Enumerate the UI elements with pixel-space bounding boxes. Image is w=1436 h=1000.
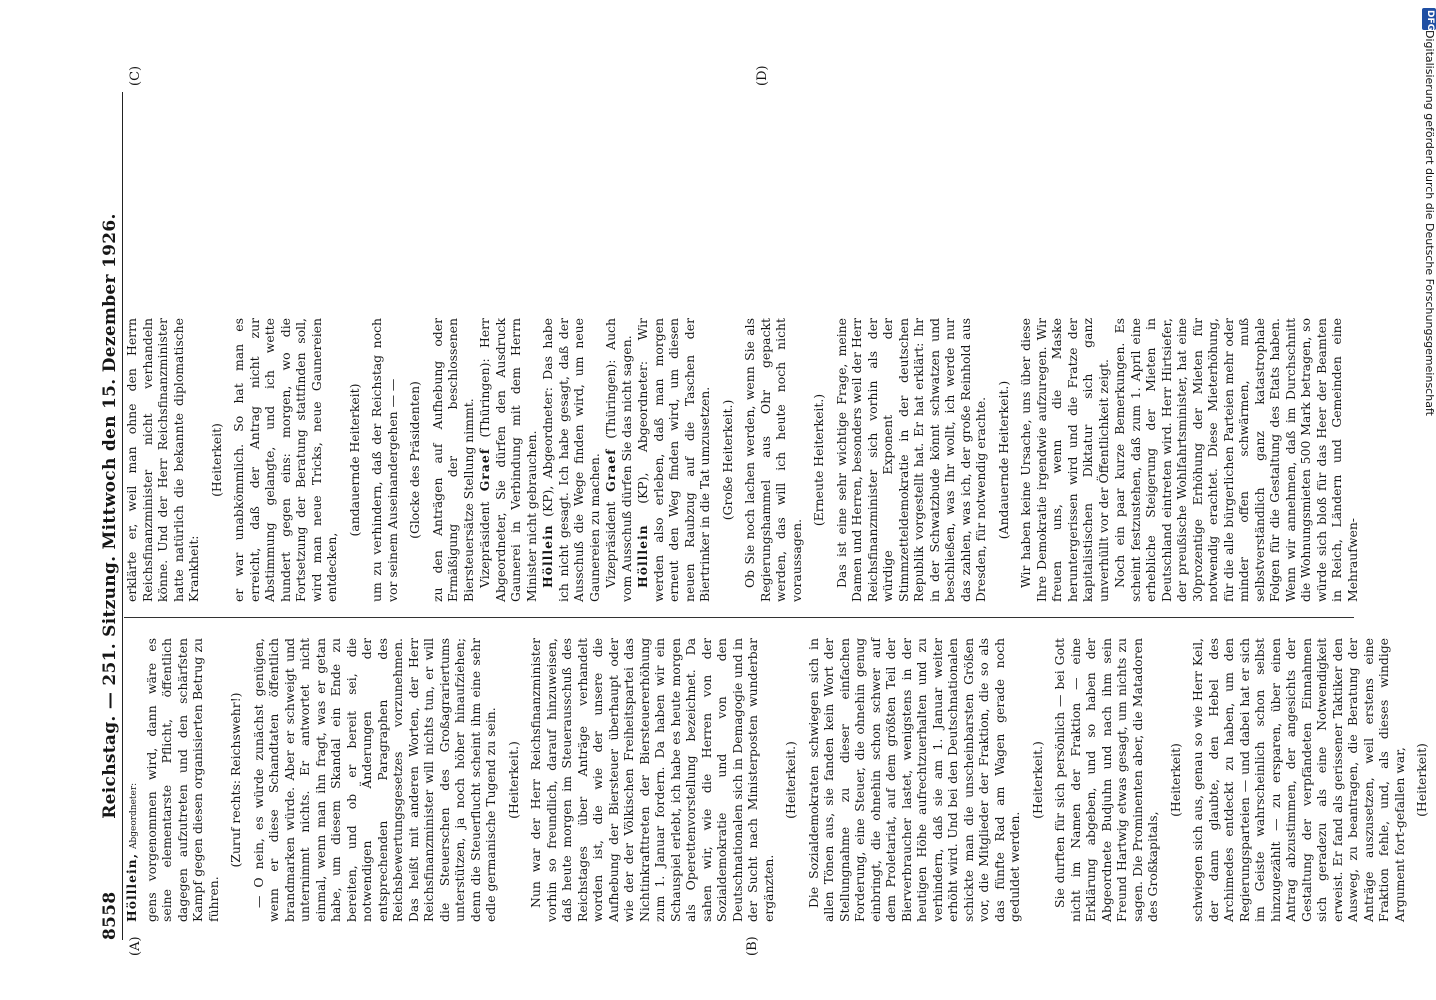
- funding-credit: [1422, 10, 1436, 990]
- speaker-name: Hölllein: [635, 524, 650, 588]
- speech-text: (KP), Abgeordneter: Wir werden also erleben, daß man morgen erneut den Weg finden wird, um diesen neuen Raubzug auf die Taschen der Biertrinker in die Tat umzusetzen.: [635, 318, 712, 602]
- interjection: (Andauernde Heiterkeit.): [995, 380, 1011, 540]
- interjection: (Große Heiterkeit.): [719, 399, 735, 521]
- interjection: (Heiterkeit): [1167, 743, 1183, 817]
- speaker-role: Abgeordneter:: [129, 782, 139, 850]
- speaker-name: Graef: [603, 448, 618, 492]
- interjection: (Zuruf rechts: Reichswehr!): [228, 692, 243, 868]
- column-rule: [124, 617, 1354, 618]
- speaker-title: Vizepräsident: [603, 501, 618, 588]
- paragraph: Sie durften für sich persönlich — bei Gott nicht im Namen der Fraktion — eine Erklärung abgeben, und so haben der Abgeordnete Budjuhn und nach ihm sein Freund Hartwig etwas gesagt, um nichts zu sagen. Die Prominenten aber, die Matadoren des Großkapitals,: [1052, 638, 1160, 922]
- paragraph: Wir haben keine Ursache, uns über diese Ihre Demokratie irgendwie aufzuregen. Wir freuen uns, wenn die Maske heruntergerissen wird und die Fratze der kapitalistischen Diktatur sich ganz unverhüllt vor der Öffentlichkeit zeigt.: [1018, 318, 1111, 602]
- paragraph: schwiegen sich aus, genau so wie Herr Keil, der dann glaubte, den Hebel des Archimedes entdeckt zu haben, um den Regierungsparteien — und dabei hat er sich im Geiste wahrscheinlich schon selbst hinzugezählt — zu ersparen, über einen Antrag abzustimmen, der angesichts der Gestaltung der verpfändeten Einnahmen sich geradezu als eine Notwendigkeit erweist. Er fand als gerissener Taktiker den Ausweg, zu beantragen, die Beratung der Anträge auszusetzen, weil erstens eine Fraktion fehle, und, als dieses windige Argument fort-gefallen war,: [1190, 638, 1407, 922]
- speaker-name: Graef: [477, 447, 492, 492]
- speaker-name: Hölllein,: [124, 852, 139, 922]
- interjection: (Heiterkeit.): [783, 741, 798, 819]
- margin-marker-d: (D): [755, 65, 770, 86]
- text-column-left: [124, 638, 1429, 922]
- paragraph: erklärte er, weil man ohne den Herrn Reichsfinanzminister nicht verhandeln könne. Und der Herr Reichsfinanzminister hatte natürlich die bekannte diplomatische Krankheit:: [124, 318, 201, 602]
- speech-hoellein: [635, 318, 713, 602]
- interjection: (Erneute Heiterkeit.): [811, 393, 826, 527]
- margin-marker-b: (B): [745, 936, 760, 956]
- interjection: (Glocke des Präsidenten): [407, 381, 422, 539]
- paragraph: Noch ein paar kurze Bemerkungen. Es scheint festzustehen, daß zum 1. April eine erhebliche Steigerung der Mieten in Deutschland eintreten wird. Herr Hirtsiefer, der preußische Wohlfahrtsminister, hat eine 30prozentige Erhöhung der Mieten für notwendig erachtet. Diese Mieterhöhung, für die alle bürgerlichen Parteien mehr oder minder offen schwärmen, muß selbstverständlich ganz katastrophale Folgen für die Gestaltung des Etats haben. Wenn wir annehmen, daß im Durchschnitt die Wohnungsmieten 500 Mark betragen, so würde sich bloß für das Heer der Beamten in Reich, Ländern und Gemeinden eine Mehraufwen-: [1112, 318, 1360, 602]
- paragraph: um zu verhindern, daß der Reichstag noch vor seinem Auseinandergehen — —: [369, 318, 400, 602]
- speech-text: (Thüringen): Auch vom Ausschuß dürfen Sie das nicht sagen.: [603, 318, 634, 602]
- dfg-logo: DFG: [1422, 8, 1436, 30]
- paragraph: zu den Anträgen auf Aufhebung oder Ermäßigung der beschlossenen Biersteuersätze Stellung nimmt.: [429, 318, 476, 602]
- speech-hoellein: [540, 318, 602, 602]
- margin-marker-a: (A): [128, 936, 143, 956]
- credit-text: Digitalisierung gefördert durch die Deutsche Forschungsgemeinschaft: [1423, 30, 1436, 416]
- paragraph: Ob Sie noch lachen werden, wenn Sie als Regierungshammel aus Ohr gepackt werden, das will ich heute noch nicht voraussagen.: [742, 318, 804, 602]
- interjection: (andauernde Heiterkeit): [346, 383, 362, 537]
- speech-vicepresident: [477, 318, 539, 602]
- paragraph: Nun war der Herr Reichsfinanzminister vorhin so freundlich, darauf hinzuweisen, daß heute morgen im Steuerausschuß des Reichstages über Anträge verhandelt worden ist, die wie der unsere die Aufhebung der Biersteuer überhaupt oder wie der der Völkischen Freiheitspartei das Nichtinkrafttreten der Biersteuererhöhung zum 1. Januar fordern. Da haben wir ein Schauspiel erlebt, ich habe es heute morgen als Operettenvorstellung bezeichnet. Da sahen wir, wie die Herren von der Sozialdemokratie und von den Deutschnationalen sich in Demagogie und in der Sucht nach Ministerposten wunderbar ergänzten.: [528, 638, 776, 922]
- interjection: (Heiterkeit): [208, 423, 224, 497]
- page-header: [96, 92, 123, 940]
- paragraph: — O nein, es würde zunächst genügen, wenn er diese Schandtaten öffentlich brandmarken würde. Aber er schweigt und unternimmt nichts. Er antwortet nicht einmal, wenn man ihn fragt, was er getan habe, um diesem Skandal ein Ende zu bereiten, und ob er bereit sei, die notwendigen Änderungen der entsprechenden Paragraphen des Reichsbewertungsgesetzes vorzunehmen. Das heißt mit anderen Worten, der Herr Reichsfinanzminister will nichts tun, er will die Steuerschen des Großagrariertums unterstützen, ja noch höher hinaufziehen; denn die Steuerflucht scheint ihm eine sehr edle germanische Tugend zu sein.: [250, 638, 498, 922]
- paragraph: gens vorgenommen wird, dann wäre es seine elementarste Pflicht, öffentlich dagegen aufzutreten und den schärfsten Kampf gegen diesen organisierten Betrug zu führen.: [143, 638, 221, 922]
- speech-vicepresident: [603, 318, 634, 602]
- speech-text: (Thüringen): Herr Abgeordneter, Sie dürfen den Ausdruck Gaunerei in Verbindung mit dem Herrn Minister nicht gebrauchen.: [477, 318, 539, 602]
- margin-marker-c: (C): [128, 65, 143, 86]
- page-number: 8558: [100, 891, 120, 940]
- continuation-line: [124, 638, 143, 922]
- interjection: (Heiterkeit.): [1029, 741, 1045, 819]
- interjection: (Heiterkeit.): [505, 741, 521, 819]
- text-column-right: [124, 318, 1364, 602]
- running-head: Reichstag. — 251. Sitzung. Mittwoch den 15. Dezember 1926.: [100, 213, 120, 819]
- speech-text: (KP), Abgeordneter: Das habe ich nicht gesagt. Ich habe gesagt, daß der Ausschuß die Wege finden wird, um neue Gaunereien zu machen.: [540, 318, 602, 602]
- speaker-name: Hölllein: [540, 524, 555, 588]
- paragraph: Die Sozialdemokraten schwiegen sich in allen Tönen aus, sie fanden kein Wort der Stellungnahme zu dieser einfachen Forderung, eine Steuer, die ohnehin genug einbringt, die ohnehin schon schwer auf dem Proletariat, auf dem größten Teil der Bierverbraucher lastet, wenigstens in der heutigen Höhe aufrechtzuerhalten und zu verhindern, daß sie am 1. Januar weiter erhöht wird. Und bei den Deutschnationalen schickte man die unscheinbarsten Größen vor, die Mitglieder der Fraktion, die so als das fünfte Rad am Wagen gerade noch geduldet werden.: [805, 638, 1022, 922]
- interjection: (Heiterkeit): [1414, 743, 1429, 817]
- paragraph: er war unabkömmlich. So hat man es erreicht, daß der Antrag nicht zur Abstimmung gelangte, und ich wette hundert gegen eins: morgen, wo die Fortsetzung der Beratung stattfinden soll, wird man neue Tricks, neue Gaunereien entdecken,: [231, 318, 339, 602]
- speaker-title: Vizepräsident: [477, 501, 492, 588]
- paragraph: Das ist eine sehr wichtige Frage, meine Damen und Herren, besonders weil der Herr Reichsfinanzminister sich vorhin als der würdige Exponent der Stimmzetteldemokratie in der deutschen Republik vorgestellt hat. Er hat erklärt: Ihr in der Schwatzbude könnt schwatzen und beschließen, was Ihr wollt, ich werde nur das zahlen, was ich, der große Reinhold aus Dresden, für notwendig erachte.: [833, 318, 988, 602]
